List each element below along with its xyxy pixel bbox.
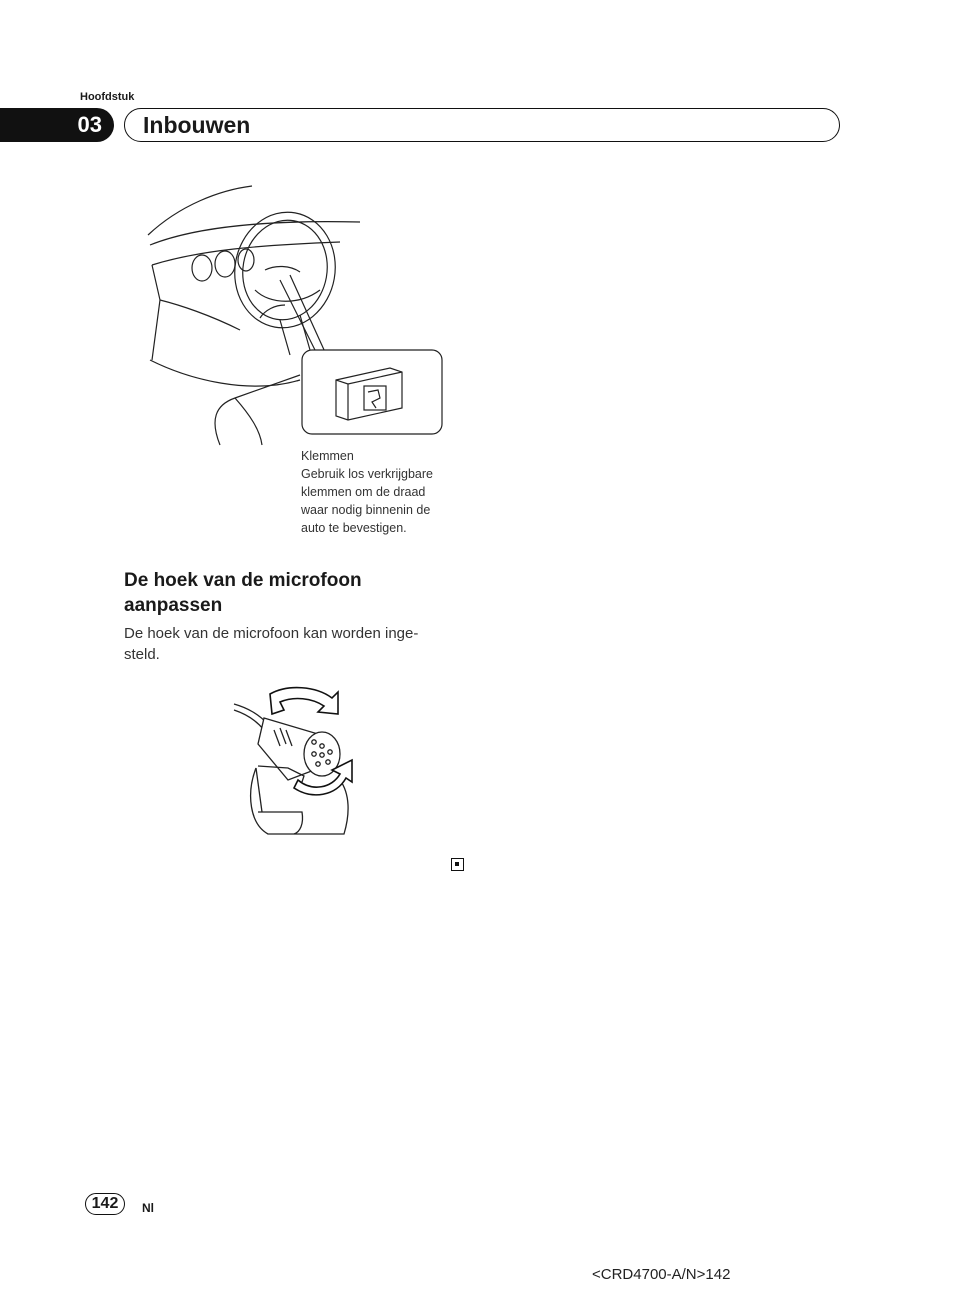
- section-heading-line: aanpassen: [124, 595, 223, 616]
- end-of-section-mark: [451, 858, 464, 871]
- caption-line: waar nodig binnenin de: [301, 503, 431, 517]
- body-line: De hoek van de microfoon kan worden inge-: [124, 625, 419, 642]
- chapter-label: Hoofdstuk: [80, 91, 135, 103]
- page-number: 142: [85, 1193, 125, 1215]
- chapter-title: Inbouwen: [143, 112, 251, 138]
- microphone-angle-illustration: [228, 684, 358, 844]
- language-code: Nl: [142, 1201, 154, 1215]
- body-line: steld.: [124, 646, 160, 663]
- caption-line: auto te bevestigen.: [301, 521, 407, 535]
- dashboard-clamp-illustration: [140, 180, 450, 450]
- caption-line: klemmen om de draad: [301, 485, 426, 499]
- document-code: <CRD4700-A/N>142: [592, 1266, 731, 1283]
- chapter-title-box: [124, 108, 840, 142]
- section-heading: [124, 568, 454, 618]
- caption-line: Gebruik los verkrijgbare: [301, 467, 433, 481]
- section-heading-line: De hoek van de microfoon: [124, 570, 362, 591]
- chapter-number-badge: 03: [0, 108, 114, 142]
- section-body: [124, 623, 454, 665]
- caption-line: Klemmen: [301, 449, 354, 463]
- figure-caption: [301, 447, 461, 537]
